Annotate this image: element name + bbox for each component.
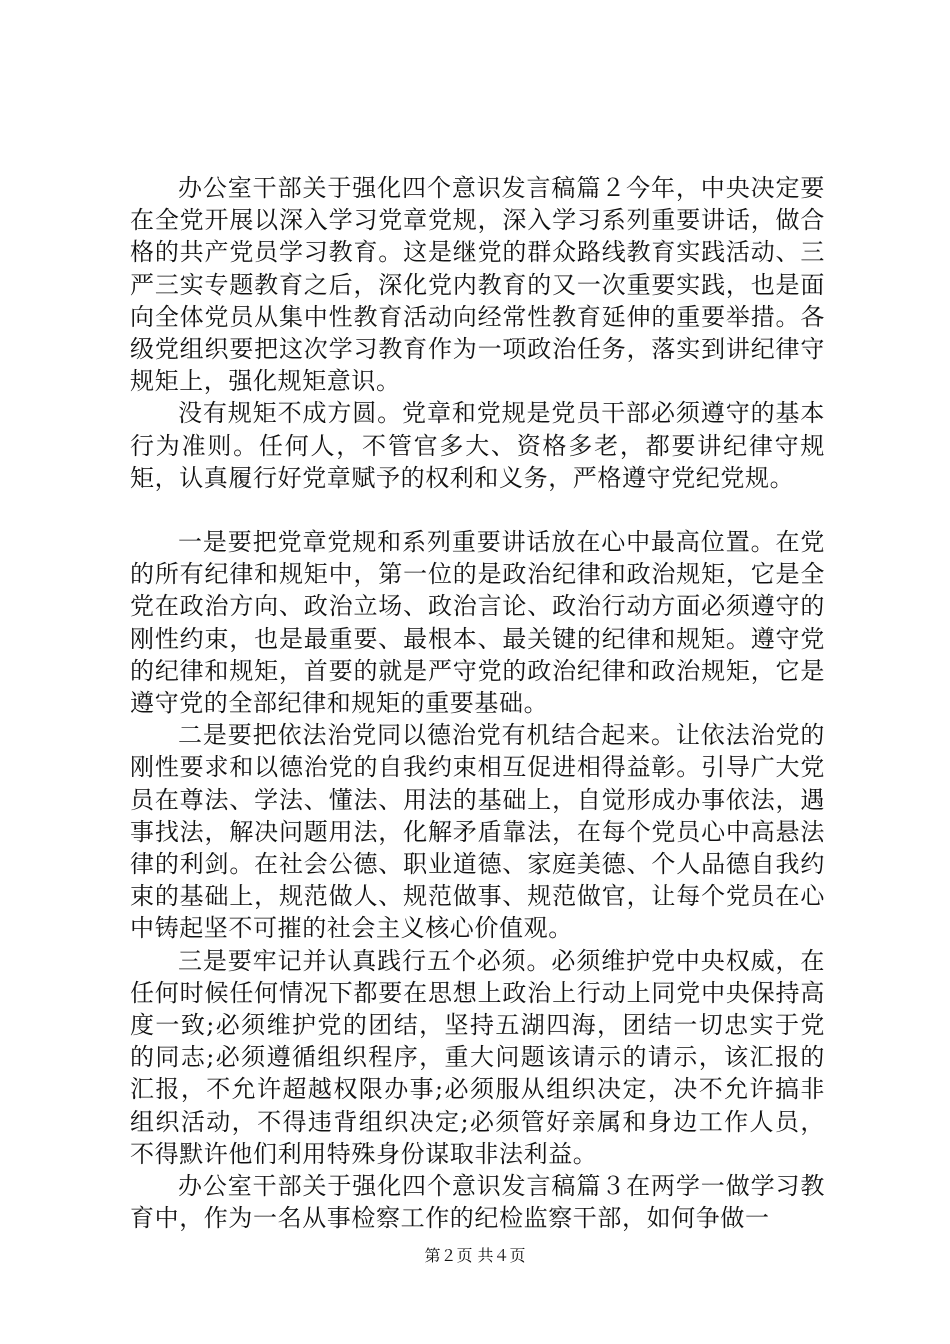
paragraph-4: 二是要把依法治党同以德治党有机结合起来。让依法治党的刚性要求和以德治党的自我约束相互促进相得益彰。引导广大党员在尊法、学法、懂法、用法的基础上，自觉形成办事依法，遇事找法，解决问题用法，化解矛盾靠法，在每个党员心中高悬法律的利剑。在社会公德、职业道德、家庭美德、个人品德自我约束的基础上，规范做人、规范做事、规范做官，让每个党员在心中铸起坚不可摧的社会主义核心价值观。 — [130, 721, 825, 943]
paragraph-3: 一是要把党章党规和系列重要讲话放在心中最高位置。在党的所有纪律和规矩中，第一位的是政治纪律和政治规矩，它是全党在政治方向、政治立场、政治言论、政治行动方面必须遵守的刚性约束，也是最重要、最根本、最关键的纪律和规矩。遵守党的纪律和规矩，首要的就是严守党的政治纪律和政治规矩，它是遵守党的全部纪律和规矩的重要基础。 — [130, 528, 825, 718]
paragraph-1: 办公室干部关于强化四个意识发言稿篇２今年，中央决定要在全党开展以深入学习党章党规，深入学习系列重要讲话，做合格的共产党员学习教育。这是继党的群众路线教育实践活动、三严三实专题教育之后，深化党内教育的又一次重要实践，也是面向全体党员从集中性教育活动向经常性教育延伸的重要举措。各级党组织要把这次学习教育作为一项政治任务，落实到讲纪律守规矩上，强化规矩意识。 — [130, 174, 825, 396]
paragraph-5: 三是要牢记并认真践行五个必须。必须维护党中央权威，在任何时候任何情况下都要在思想上政治上行动上同党中央保持高度一致;必须维护党的团结，坚持五湖四海，团结一切忠实于党的同志;必须遵循组织程序，重大问题该请示的请示，该汇报的汇报，不允许超越权限办事;必须服从组织决定，决不允许搞非组织活动，不得违背组织决定;必须管好亲属和身边工作人员，不得默许他们利用特殊身份谋取非法利益。 — [130, 946, 825, 1168]
paragraph-6: 办公室干部关于强化四个意识发言稿篇３在两学一做学习教育中，作为一名从事检察工作的纪检监察干部，如何争做一 — [130, 1172, 825, 1233]
page-number-footer: 第２页 共４页 — [424, 1246, 526, 1265]
document-body — [130, 172, 825, 1235]
paragraph-2: 没有规矩不成方圆。党章和党规是党员干部必须遵守的基本行为准则。任何人，不管官多大、资格多老，都要讲纪律守规矩，认真履行好党章赋予的权利和义务，严格遵守党纪党规。 — [130, 399, 825, 492]
